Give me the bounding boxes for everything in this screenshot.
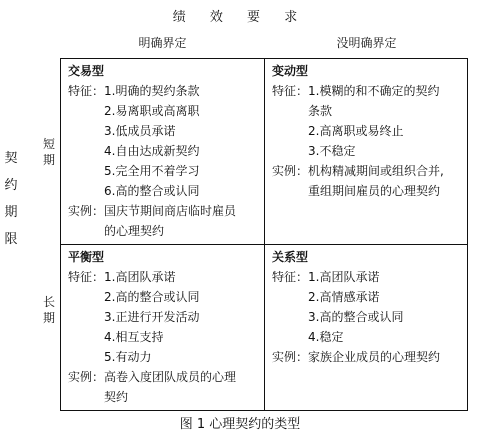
row-label-char: 期 bbox=[42, 311, 55, 325]
row-label-short-term bbox=[42, 136, 56, 168]
quadrant-line: 4.相互支持 bbox=[104, 330, 164, 344]
quadrant-line: 2.高的整合或认同 bbox=[104, 290, 200, 304]
quadrant-line: 6.高的整合或认同 bbox=[104, 184, 200, 198]
quadrant-line: 的心理契约 bbox=[104, 224, 165, 238]
side-label-char: 约 bbox=[4, 178, 18, 193]
quadrant-title: 交易型 bbox=[68, 64, 105, 78]
quadrant-line: 3.不稳定 bbox=[308, 144, 356, 158]
quadrant-line: 2.高离职或易终止 bbox=[308, 124, 404, 138]
quadrant-relational bbox=[272, 247, 466, 367]
quadrant-title: 平衡型 bbox=[68, 250, 105, 264]
side-label-char: 期 bbox=[4, 205, 18, 220]
quadrant-line: 3.高的整合或认同 bbox=[308, 310, 404, 324]
quadrant-line: 5.有动力 bbox=[104, 350, 152, 364]
quadrant-line: 2.高情感承诺 bbox=[308, 290, 380, 304]
figure-caption: 图 1 心理契约的类型 bbox=[179, 417, 301, 432]
quadrant-line: 实例：高卷入度团队成员的心理 bbox=[68, 370, 237, 384]
quadrant-line: 实例：机构精减期间或组织合并, bbox=[272, 164, 444, 178]
quadrant-line: 4.自由达成新契约 bbox=[104, 144, 200, 158]
quadrant-line: 特征：1.高团队承诺 bbox=[68, 270, 176, 284]
row-label-char: 短 bbox=[42, 137, 55, 151]
side-label-char: 契 bbox=[4, 151, 18, 166]
quadrant-line: 3.低成员承诺 bbox=[104, 124, 176, 138]
quadrant-title: 关系型 bbox=[272, 250, 309, 264]
quadrant-line: 特征：1.明确的契约条款 bbox=[68, 84, 200, 98]
contract-duration-label bbox=[4, 145, 18, 253]
quadrant-line: 5.完全用不着学习 bbox=[104, 164, 200, 178]
quadrant-line: 特征：1.高团队承诺 bbox=[272, 270, 380, 284]
row-label-char: 期 bbox=[42, 153, 55, 167]
side-label-char: 限 bbox=[4, 232, 18, 247]
column-header-defined: 明确界定 bbox=[138, 36, 187, 50]
grid-divider-horizontal bbox=[60, 244, 468, 245]
quadrant-line: 4.稳定 bbox=[308, 330, 344, 344]
quadrant-line: 3.正进行开发活动 bbox=[104, 310, 200, 324]
quadrant-line: 契约 bbox=[104, 390, 129, 404]
page-title: 绩 效 要 求 bbox=[172, 10, 308, 25]
quadrant-transactional bbox=[68, 61, 260, 241]
quadrant-line: 实例：国庆节期间商店临时雇员 bbox=[68, 204, 237, 218]
quadrant-line: 特征：1.模糊的和不确定的契约 bbox=[272, 84, 440, 98]
quadrant-line: 重组期间雇员的心理契约 bbox=[308, 184, 441, 198]
row-label-long-term bbox=[42, 294, 56, 326]
row-label-char: 长 bbox=[42, 295, 55, 309]
column-header-undefined: 没明确界定 bbox=[336, 36, 397, 50]
quadrant-line: 实例：家族企业成员的心理契约 bbox=[272, 350, 441, 364]
grid-divider-vertical bbox=[264, 58, 265, 411]
quadrant-line: 条款 bbox=[308, 104, 333, 118]
quadrant-balanced bbox=[68, 247, 260, 407]
quadrant-transitional bbox=[272, 61, 466, 201]
quadrant-title: 变动型 bbox=[272, 64, 309, 78]
quadrant-line: 2.易离职或高离职 bbox=[104, 104, 200, 118]
